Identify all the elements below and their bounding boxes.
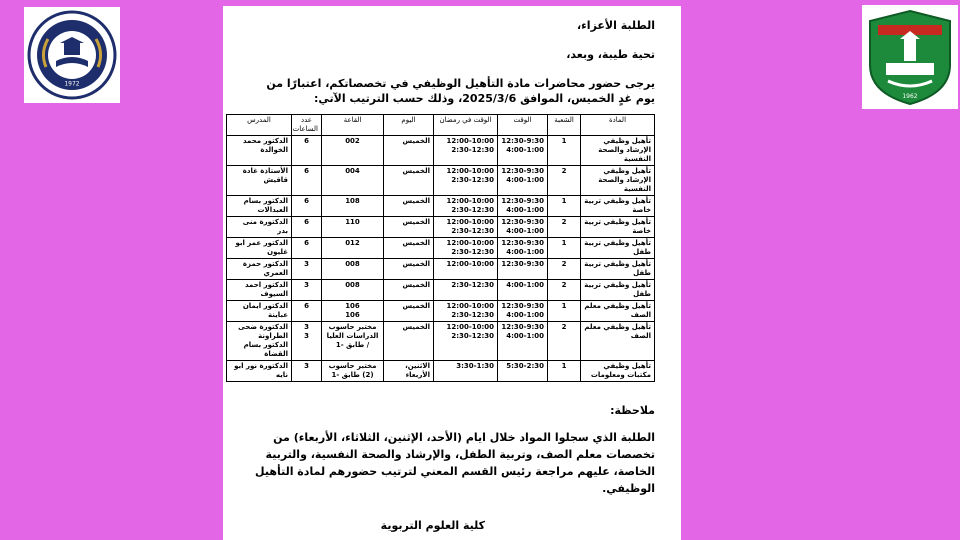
table-cell: 6 bbox=[292, 238, 322, 259]
table-cell: مختبر حاسوب الدراسات العليا / طابق -1 bbox=[322, 322, 384, 361]
table-cell: 6 bbox=[292, 196, 322, 217]
table-cell: 3:30-1:30 bbox=[434, 361, 498, 382]
table-cell: الدكتورة منى بدر bbox=[227, 217, 292, 238]
signature: كلية العلوم التربوية bbox=[380, 519, 485, 532]
table-cell: الخميس bbox=[384, 136, 434, 166]
table-cell: 2 bbox=[548, 217, 581, 238]
table-cell: 004 bbox=[322, 166, 384, 196]
column-header: القاعة bbox=[322, 115, 384, 136]
table-cell: الخميس bbox=[384, 322, 434, 361]
table-cell: 2 bbox=[548, 322, 581, 361]
table-cell: 12:30-9:30 4:00-1:00 bbox=[498, 301, 548, 322]
table-cell: 6 bbox=[292, 136, 322, 166]
table-cell: 6 bbox=[292, 166, 322, 196]
schedule-table bbox=[226, 114, 655, 382]
table-cell: 12:30-9:30 4:00-1:00 bbox=[498, 196, 548, 217]
table-cell: 2:30-12:30 bbox=[434, 280, 498, 301]
table-cell: الخميس bbox=[384, 196, 434, 217]
table-cell: الدكتور حمزة العمري bbox=[227, 259, 292, 280]
intro-paragraph: يرجى حضور محاضرات مادة التأهيل الوظيفي في تخصصاتكم، اعتبارًا من يوم غدٍ الخميس، الموافق 2025/3/6، وذلك حسب الترتيب الآتي: bbox=[266, 77, 655, 105]
table-cell: تأهيل وظيفي تربية طفل bbox=[581, 280, 655, 301]
table-row bbox=[227, 217, 655, 238]
table-cell: الدكتورة نور ابو نايه bbox=[227, 361, 292, 382]
table-cell: 3 bbox=[292, 361, 322, 382]
table-cell: 12:00-10:00 2:30-12:30 bbox=[434, 136, 498, 166]
table-cell: 108 bbox=[322, 196, 384, 217]
college-logo bbox=[24, 7, 120, 103]
table-cell: الدكتور ايمان عباينة bbox=[227, 301, 292, 322]
column-header: الوقت bbox=[498, 115, 548, 136]
table-row bbox=[227, 196, 655, 217]
column-header: المادة bbox=[581, 115, 655, 136]
table-cell: 106 106 bbox=[322, 301, 384, 322]
column-header: الوقت في رمضان bbox=[434, 115, 498, 136]
table-cell: 2 bbox=[548, 259, 581, 280]
table-cell: الخميس bbox=[384, 301, 434, 322]
greeting-line-2: تحية طيبة، وبعد، bbox=[566, 48, 655, 61]
table-cell: 12:30-9:30 4:00-1:00 bbox=[498, 238, 548, 259]
table-cell: الدكتور محمد الخوالدة bbox=[227, 136, 292, 166]
table-cell: تأهيل وظيفي تربية طفل bbox=[581, 238, 655, 259]
table-cell: 12:30-9:30 4:00-1:00 bbox=[498, 136, 548, 166]
table-cell: 2 bbox=[548, 280, 581, 301]
announcement-page bbox=[223, 6, 681, 540]
table-cell: 3 3 bbox=[292, 322, 322, 361]
table-cell: 1 bbox=[548, 361, 581, 382]
table-cell: الدكتور احمد السيوف bbox=[227, 280, 292, 301]
table-row bbox=[227, 361, 655, 382]
table-row bbox=[227, 136, 655, 166]
table-cell: 110 bbox=[322, 217, 384, 238]
table-cell: 12:30-9:30 4:00-1:00 bbox=[498, 217, 548, 238]
greeting-line-1: الطلبة الأعزاء، bbox=[577, 19, 655, 32]
column-header: اليوم bbox=[384, 115, 434, 136]
table-cell: الخميس bbox=[384, 238, 434, 259]
table-cell: الدكتورة ضحى الطراونة الدكتور بسام القضاة bbox=[227, 322, 292, 361]
table-cell: 1 bbox=[548, 238, 581, 259]
table-cell: 002 bbox=[322, 136, 384, 166]
table-cell: تأهيل وظيفي معلم الصف bbox=[581, 322, 655, 361]
table-cell: 2 bbox=[548, 166, 581, 196]
table-cell: الخميس bbox=[384, 259, 434, 280]
table-cell: تأهيل وظيفي تربية طفل bbox=[581, 259, 655, 280]
table-row bbox=[227, 280, 655, 301]
table-cell: 3 bbox=[292, 259, 322, 280]
table-cell: 1 bbox=[548, 136, 581, 166]
college-logo-year: 1972 bbox=[64, 80, 80, 88]
table-row bbox=[227, 166, 655, 196]
table-cell: 12:00-10:00 2:30-12:30 bbox=[434, 196, 498, 217]
table-cell: تأهيل وظيفي تربية خاصة bbox=[581, 196, 655, 217]
table-cell: تأهيل وظيفي تربية خاصة bbox=[581, 217, 655, 238]
table-cell: 5:30-2:30 bbox=[498, 361, 548, 382]
table-cell: الدكتور بسام العبدالات bbox=[227, 196, 292, 217]
table-cell: 1 bbox=[548, 301, 581, 322]
table-cell: 12:30-9:30 4:00-1:00 bbox=[498, 166, 548, 196]
table-cell: 12:00-10:00 bbox=[434, 259, 498, 280]
table-cell: تأهيل وظيفي الإرشاد والصحة النفسية bbox=[581, 136, 655, 166]
table-cell: 1 bbox=[548, 196, 581, 217]
table-cell: الدكتور عمر ابو غليون bbox=[227, 238, 292, 259]
table-cell: الخميس bbox=[384, 280, 434, 301]
table-cell: 6 bbox=[292, 301, 322, 322]
table-cell: 6 bbox=[292, 217, 322, 238]
table-cell: تأهيل وظيفي معلم الصف bbox=[581, 301, 655, 322]
table-cell: تأهيل وظيفي مكتبات ومعلومات bbox=[581, 361, 655, 382]
table-row bbox=[227, 238, 655, 259]
table-row bbox=[227, 259, 655, 280]
table-cell: الاثنين، الأربعاء bbox=[384, 361, 434, 382]
table-cell: 008 bbox=[322, 280, 384, 301]
table-cell: 12:00-10:00 2:30-12:30 bbox=[434, 301, 498, 322]
note-title: ملاحظة: bbox=[610, 404, 655, 417]
table-cell: الخميس bbox=[384, 217, 434, 238]
table-cell: 012 bbox=[322, 238, 384, 259]
table-cell: تأهيل وظيفي الإرشاد والصحة النفسية bbox=[581, 166, 655, 196]
table-cell: 12:00-10:00 2:30-12:30 bbox=[434, 217, 498, 238]
university-logo-year: 1962 bbox=[902, 93, 918, 100]
table-cell: الخميس bbox=[384, 166, 434, 196]
table-header-row bbox=[227, 115, 655, 136]
table-cell: 4:00-1:00 bbox=[498, 280, 548, 301]
table-cell: مختبر حاسوب (2) طابق -1 bbox=[322, 361, 384, 382]
note-paragraph: الطلبة الذي سجلوا المواد خلال ايام (الأحد، الإثنين، الثلاثاء، الأربعاء) من تخصصات معلم الصف، وتربية الطفل، والإرشاد والصحة النفسية، والتربية الخاصة، عليهم مراجعة رئيس القسم المعني لترتيب حضورهم لمادة التأهيل الوظيفي. bbox=[255, 431, 655, 495]
table-cell: 12:30-9:30 4:00-1:00 bbox=[498, 322, 548, 361]
column-header: المدرس bbox=[227, 115, 292, 136]
table-cell: 12:00-10:00 2:30-12:30 bbox=[434, 322, 498, 361]
table-cell: 12:00-10:00 2:30-12:30 bbox=[434, 166, 498, 196]
university-logo bbox=[862, 5, 958, 109]
table-cell: 12:00-10:00 2:30-12:30 bbox=[434, 238, 498, 259]
column-header: الشعبة bbox=[548, 115, 581, 136]
table-row bbox=[227, 301, 655, 322]
table-cell: الأستاذة غادة قاقيش bbox=[227, 166, 292, 196]
table-row bbox=[227, 322, 655, 361]
table-cell: 3 bbox=[292, 280, 322, 301]
table-cell: 12:30-9:30 bbox=[498, 259, 548, 280]
table-cell: 008 bbox=[322, 259, 384, 280]
column-header: عدد الساعات bbox=[292, 115, 322, 136]
